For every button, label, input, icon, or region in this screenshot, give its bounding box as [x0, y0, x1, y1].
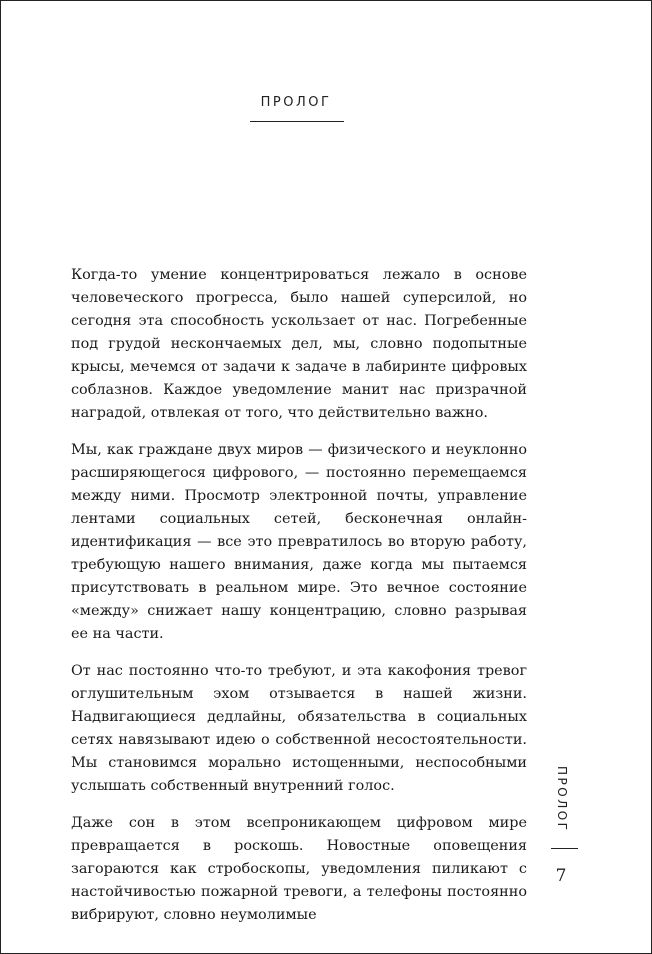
paragraph-1: Когда-то умение концентрироваться лежало в основе человеческого прогресса, было нашей суперсилой, но сегодня эта способность ускользает от нас. Погребенные под грудой нескончаемых дел, мы, словно подопытные крысы, мечемся от задачи к задаче в лабиринте цифровых соблазнов. Каждое уведомление манит нас призрачной наградой, отвлекая от того, что действительно важно. — [71, 267, 527, 421]
running-head-rule — [551, 848, 578, 849]
chapter-title-rule — [250, 121, 344, 122]
paragraph-4: Даже сон в этом всепроникающем цифровом мире превращается в роскошь. Новостные оповещения загораются как стробоскопы, уведомления пиликают с настойчивостью пожарной тревоги, а телефоны постоянно вибрируют, словно неумолимые — [71, 815, 527, 923]
chapter-title: ПРОЛОГ — [260, 95, 332, 110]
body-text — [71, 264, 527, 941]
paragraph-2: Мы, как граждане двух миров — физического и неуклонно расширяющегося цифрового, — постоянно перемещаемся между ними. Просмотр электронной почты, управление лентами социальных сетей, бесконечная онлайн-идентификация — все это превратилось во вторую работу, требующую нашего внимания, даже когда мы пытаемся присутствовать в реальном мире. Это вечное состояние «между» снижает нашу концентрацию, словно разрывая ее на части. — [71, 442, 527, 642]
paragraph-3: От нас постоянно что-то требуют, и эта какофония тревог оглушительным эхом отзывается в нашей жизни. Надвигающиеся дедлайны, обязательства в социальных сетях навязывают идею о собственной несостоятельности. Мы становимся морально истощенными, неспособными услышать собственный внутренний голос. — [71, 663, 527, 794]
running-head: ПРОЛОГ — [555, 766, 569, 833]
page-number: 7 — [555, 866, 567, 886]
